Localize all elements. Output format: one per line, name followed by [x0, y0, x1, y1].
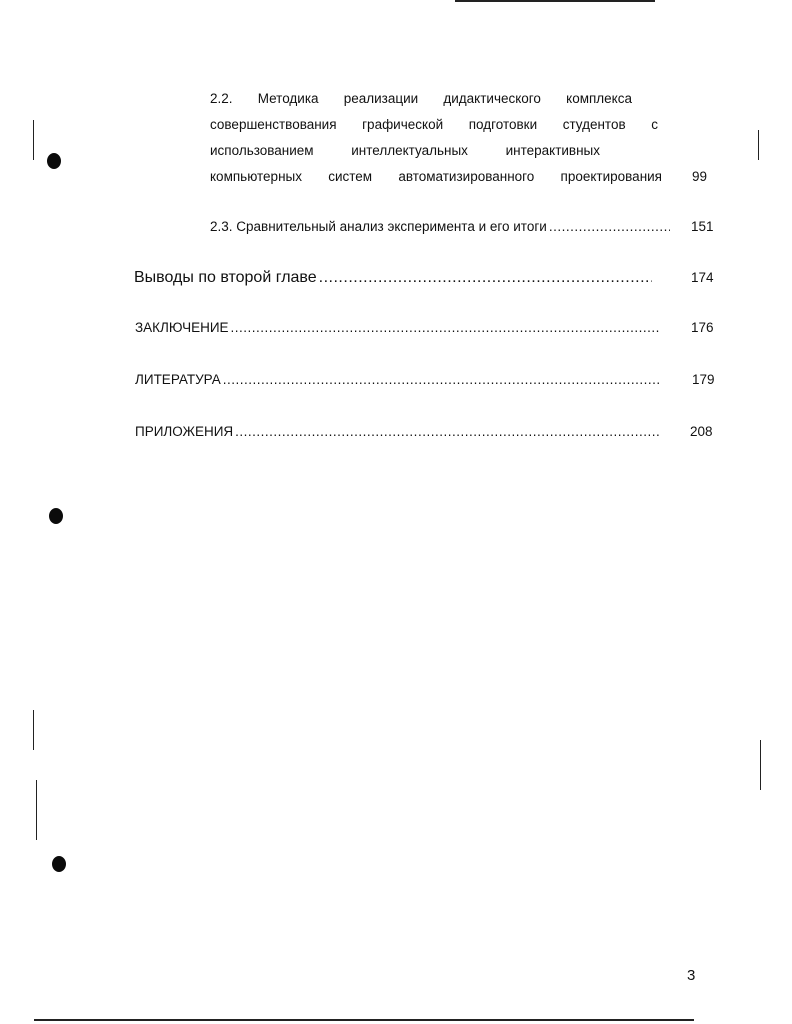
toc-entry-literature	[135, 372, 661, 387]
dot-leader	[549, 219, 670, 234]
scan-edge-left-2	[33, 710, 34, 750]
toc-conclusion-title: ЗАКЛЮЧЕНИЕ	[135, 320, 229, 335]
toc-entry-conclusions-ch2	[134, 269, 652, 287]
toc-appendices-title: ПРИЛОЖЕНИЯ	[135, 424, 234, 439]
toc-conclusions-ch2-page: 174	[691, 270, 714, 285]
dot-leader	[319, 269, 652, 287]
punch-hole-top	[47, 153, 61, 169]
toc-2-2-page: 99	[692, 169, 708, 184]
toc-conclusion-page: 176	[691, 320, 714, 335]
toc-conclusions-ch2-title: Выводы по второй главе	[134, 269, 317, 286]
toc-literature-page: 179	[692, 372, 715, 387]
scan-edge-right-2	[760, 740, 761, 790]
toc-appendices-page: 208	[690, 424, 713, 439]
punch-hole-middle	[49, 508, 63, 524]
toc-literature-title: ЛИТЕРАТУРА	[135, 372, 221, 387]
toc-2-3-page: 151	[691, 219, 714, 234]
scan-edge-left-3	[36, 780, 37, 840]
toc-entry-appendices	[135, 424, 661, 439]
toc-2-2-line-1: 2.2. Методика реализации дидактического комплекса	[210, 91, 632, 106]
dot-leader	[235, 424, 661, 439]
toc-2-2-line-3: использованием интеллектуальных интерактивных	[210, 143, 600, 158]
toc-2-3-title: 2.3. Сравнительный анализ эксперимента и его итоги	[210, 219, 547, 234]
toc-2-2-line-4: компьютерных систем автоматизированного проектирования	[210, 169, 662, 184]
toc-entry-conclusion	[135, 320, 661, 335]
scan-edge-top	[455, 0, 655, 2]
scan-edge-left	[33, 120, 34, 160]
dot-leader	[231, 320, 661, 335]
scan-edge-bottom	[34, 1019, 694, 1021]
toc-entry-2-3	[210, 219, 670, 234]
punch-hole-bottom	[52, 856, 66, 872]
page-number: 3	[687, 967, 696, 984]
scan-edge-right	[758, 130, 759, 160]
toc-2-2-line-2: совершенствования графической подготовки студентов с	[210, 117, 658, 132]
dot-leader	[223, 372, 661, 387]
